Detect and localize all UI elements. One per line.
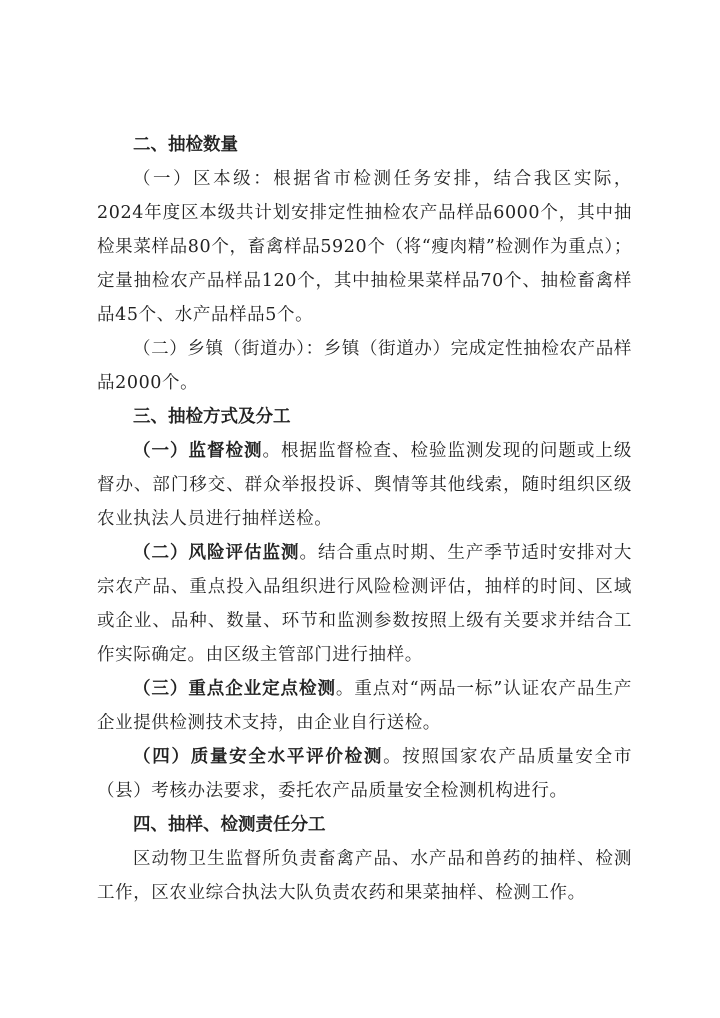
paragraph-key-enterprise: （三）重点企业定点检测。重点对“两品一标”认证农产品生产企业提供检测技术支持，由企业自行送检。 xyxy=(97,679,632,733)
paragraph-quality-evaluation: （四）质量安全水平评价检测。按照国家农产品质量安全市（县）考核办法要求，委托农产品质量安全检测机构进行。 xyxy=(97,747,632,801)
paragraph-township: （二）乡镇（街道办）：乡镇（街道办）完成定性抽检农产品样品2000个。 xyxy=(97,339,632,393)
paragraph-risk-assessment: （二）风险评估监测。结合重点时期、生产季节适时安排对大宗农产品、重点投入品组织进行风险检测评估，抽样的时间、区域或企业、品种、数量、环节和监测参数按照上级有关要求并结合工作实际确定。由区级主管部门进行抽样。 xyxy=(97,543,632,665)
paragraph-supervision-testing: （一）监督检测。根据监督检查、检验监测发现的问题或上级督办、部门移交、群众举报投诉、舆情等其他线索，随时组织区级农业执法人员进行抽样送检。 xyxy=(97,441,633,529)
paragraph-district-level: （一）区本级：根据省市检测任务安排，结合我区实际，2024年度区本级共计划安排定性抽检农产品样品6000个，其中抽检果菜样品80个，畜禽样品5920个（将“瘦肉精”检测作为重点）；定量抽检农产品样品120个，其中抽检果菜样品70个、抽检畜禽样品45个、水产品样品5个。 xyxy=(97,169,632,325)
document-body xyxy=(97,128,632,910)
section-heading-quantity: 二、抽检数量 xyxy=(133,135,238,155)
section-heading-methods: 三、抽检方式及分工 xyxy=(133,407,291,427)
section-heading-responsibilities: 四、抽样、检测责任分工 xyxy=(133,815,326,835)
paragraph-responsibilities: 区动物卫生监督所负责畜禽产品、水产品和兽药的抽样、检测工作，区农业综合执法大队负责农药和果菜抽样、检测工作。 xyxy=(97,849,632,903)
